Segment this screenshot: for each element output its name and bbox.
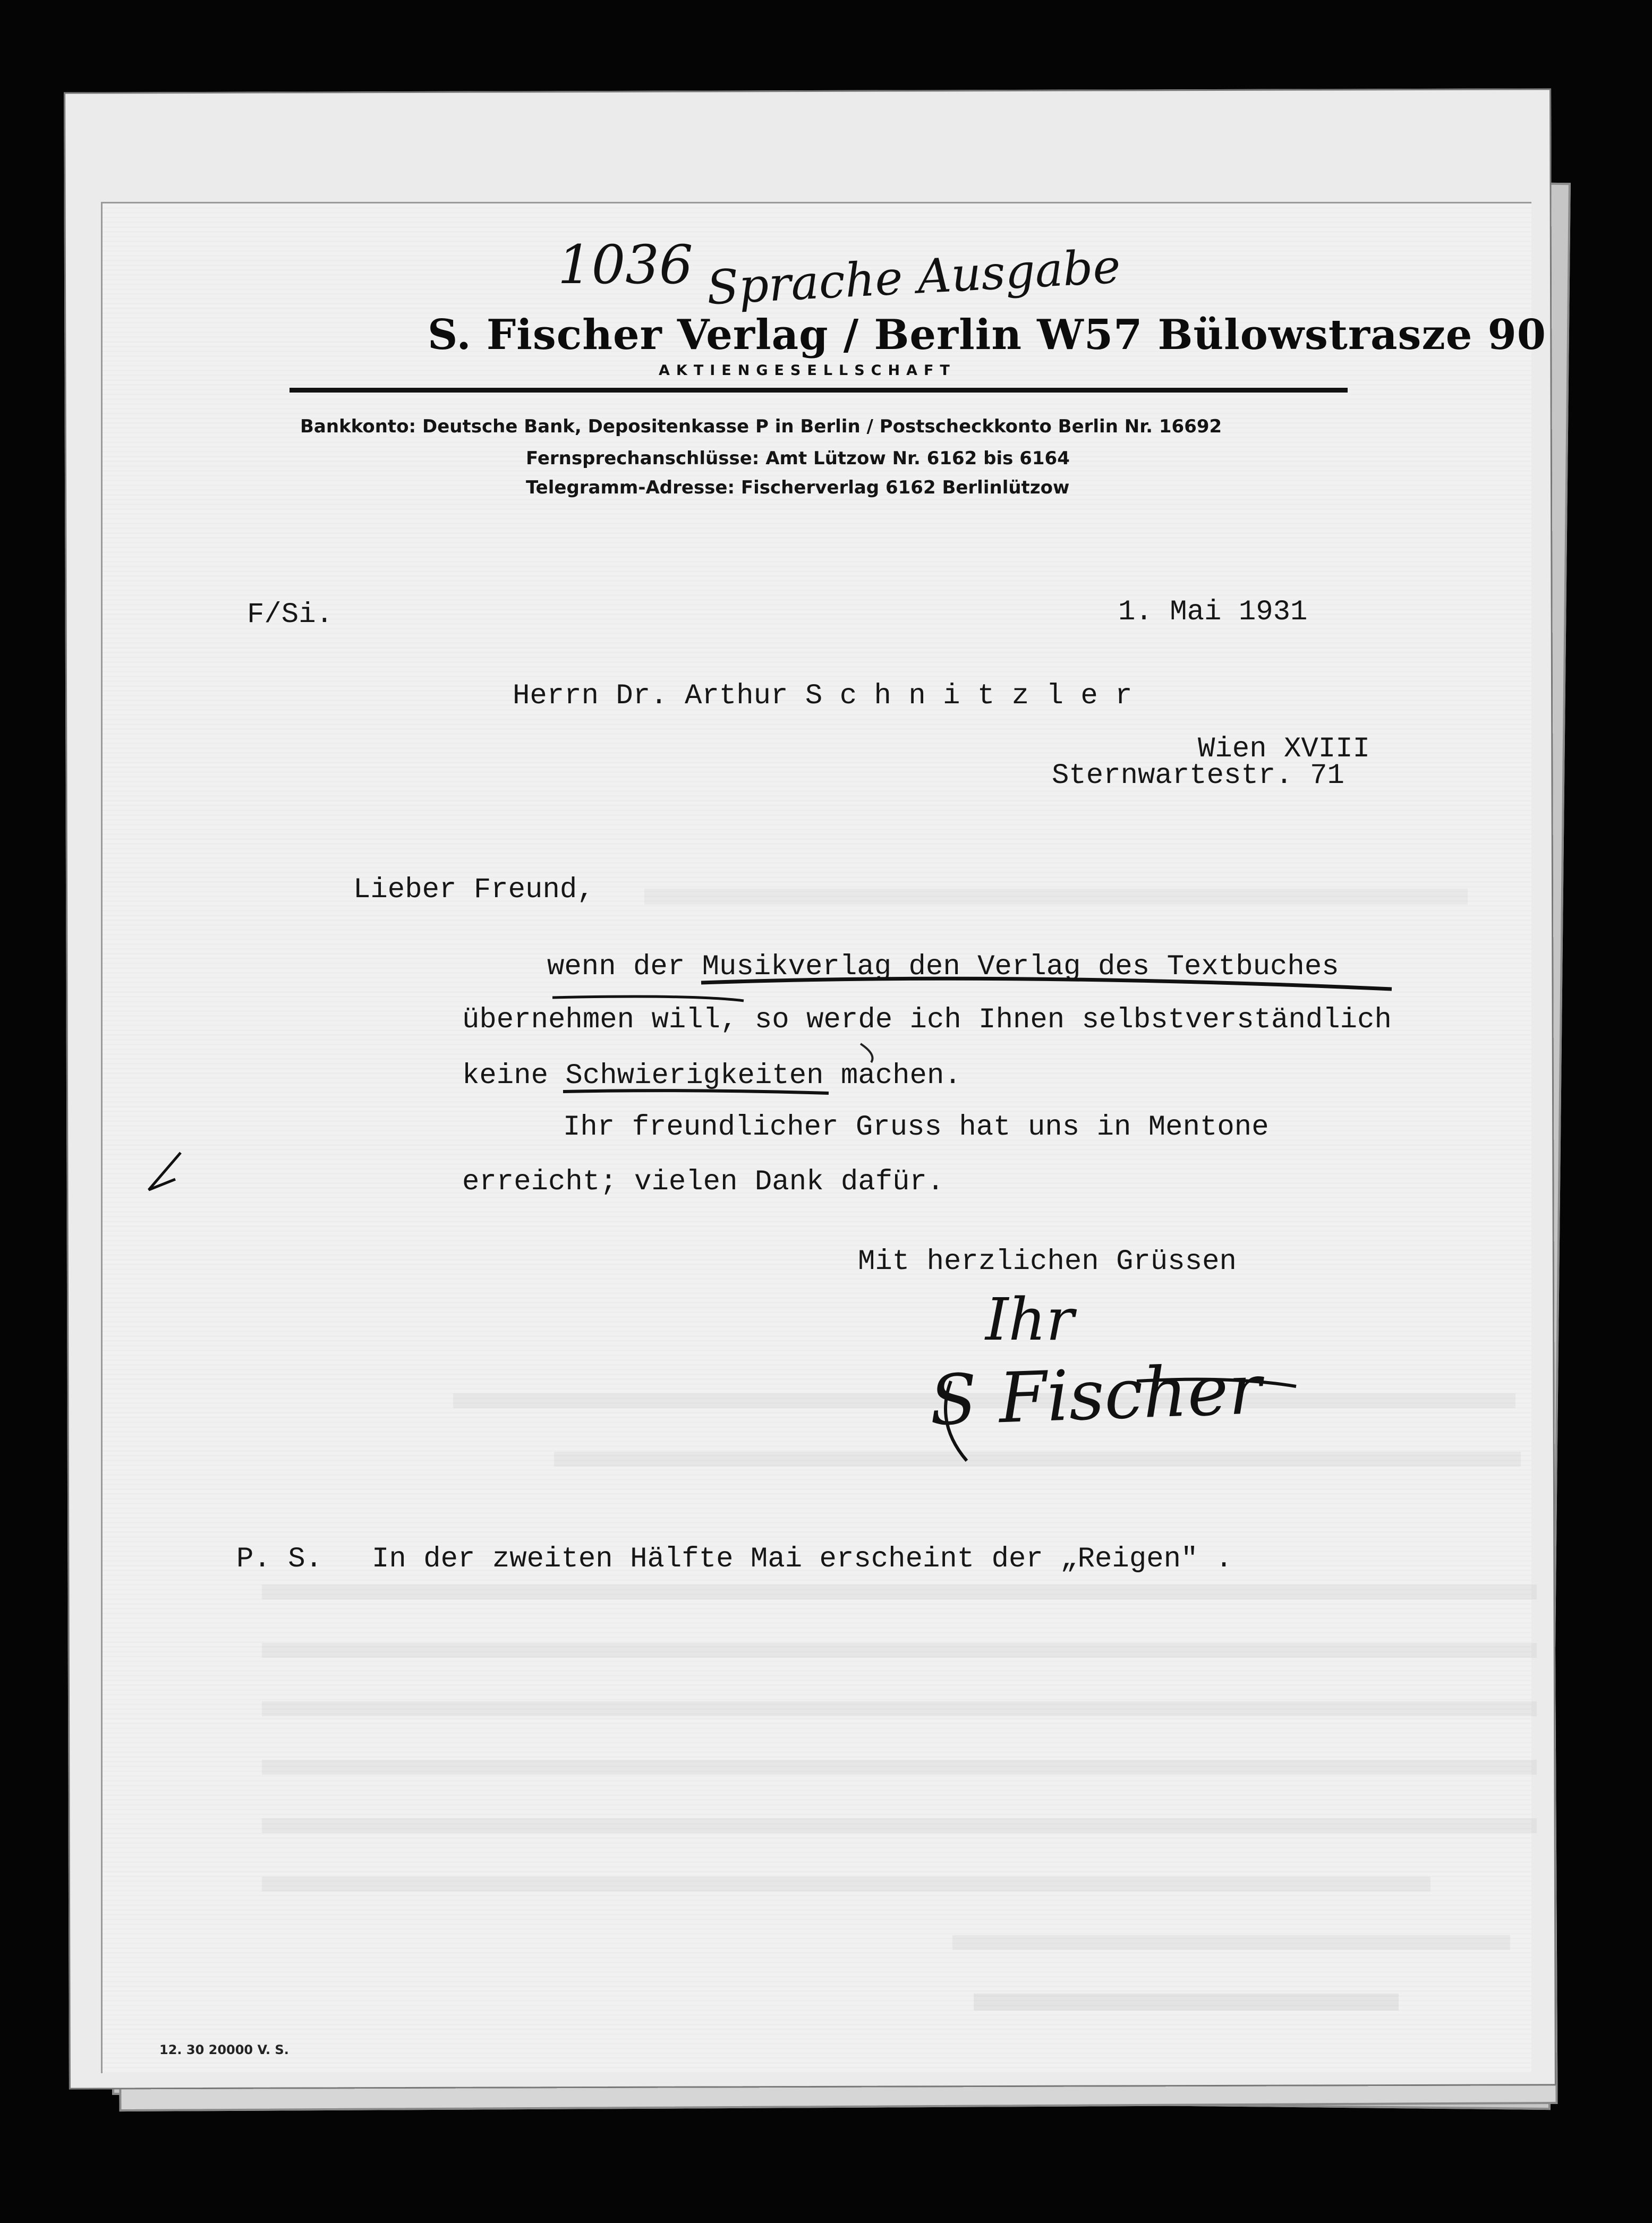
signature-ihr: Ihr — [985, 1285, 1074, 1353]
signature-name: S Fischer — [928, 1349, 1263, 1441]
body-line-4: Ihr freundlicher Gruss hat uns in Mentone — [563, 1111, 1269, 1144]
letterhead-company: S. Fischer Verlag / Berlin W57 Bülowstrasze 90 — [428, 311, 1547, 359]
recipient-street: Sternwartestr. 71 — [1052, 760, 1344, 792]
pencil-note: Sprache Ausgabe — [705, 239, 1122, 316]
body-line-5: erreicht; vielen Dank dafür. — [462, 1166, 944, 1198]
letterhead-legal-form: AKTIENGESELLSCHAFT — [659, 362, 956, 379]
letterhead-bank: Bankkonto: Deutsche Bank, Depositenkasse P in Berlin / Postscheckkonto Berlin Nr. 16692 — [300, 416, 1222, 437]
letterhead-rule — [289, 388, 1348, 393]
postscript-text: In der zweiten Hälfte Mai erscheint der „Reigen" . — [372, 1543, 1233, 1575]
archive-number: 1036 — [558, 234, 693, 296]
body-line-3: keine Schwierigkeiten machen. — [462, 1060, 961, 1092]
letter-date: 1. Mai 1931 — [1118, 596, 1308, 628]
letterhead-telegram: Telegramm-Adresse: Fischerverlag 6162 Berlinlützow — [526, 477, 1070, 498]
print-code: 12. 30 20000 V. S. — [159, 2042, 289, 2057]
postscript-label: P. S. — [236, 1543, 323, 1575]
closing: Mit herzlichen Grüssen — [858, 1246, 1237, 1278]
body-line-2: übernehmen will, so werde ich Ihnen selbstverständlich — [462, 1004, 1392, 1036]
reference-code: F/Si. — [247, 599, 334, 631]
body-line-1: wenn der Musikverlag den Verlag des Textbuches — [547, 951, 1339, 983]
recipient-name: Herrn Dr. Arthur S c h n i t z l e r — [513, 680, 1132, 712]
salutation: Lieber Freund, — [353, 874, 594, 906]
letterhead-phone: Fernsprechanschlüsse: Amt Lützow Nr. 6162 bis 6164 — [526, 448, 1070, 469]
recipient-city: Wien XVIII — [1198, 733, 1370, 765]
